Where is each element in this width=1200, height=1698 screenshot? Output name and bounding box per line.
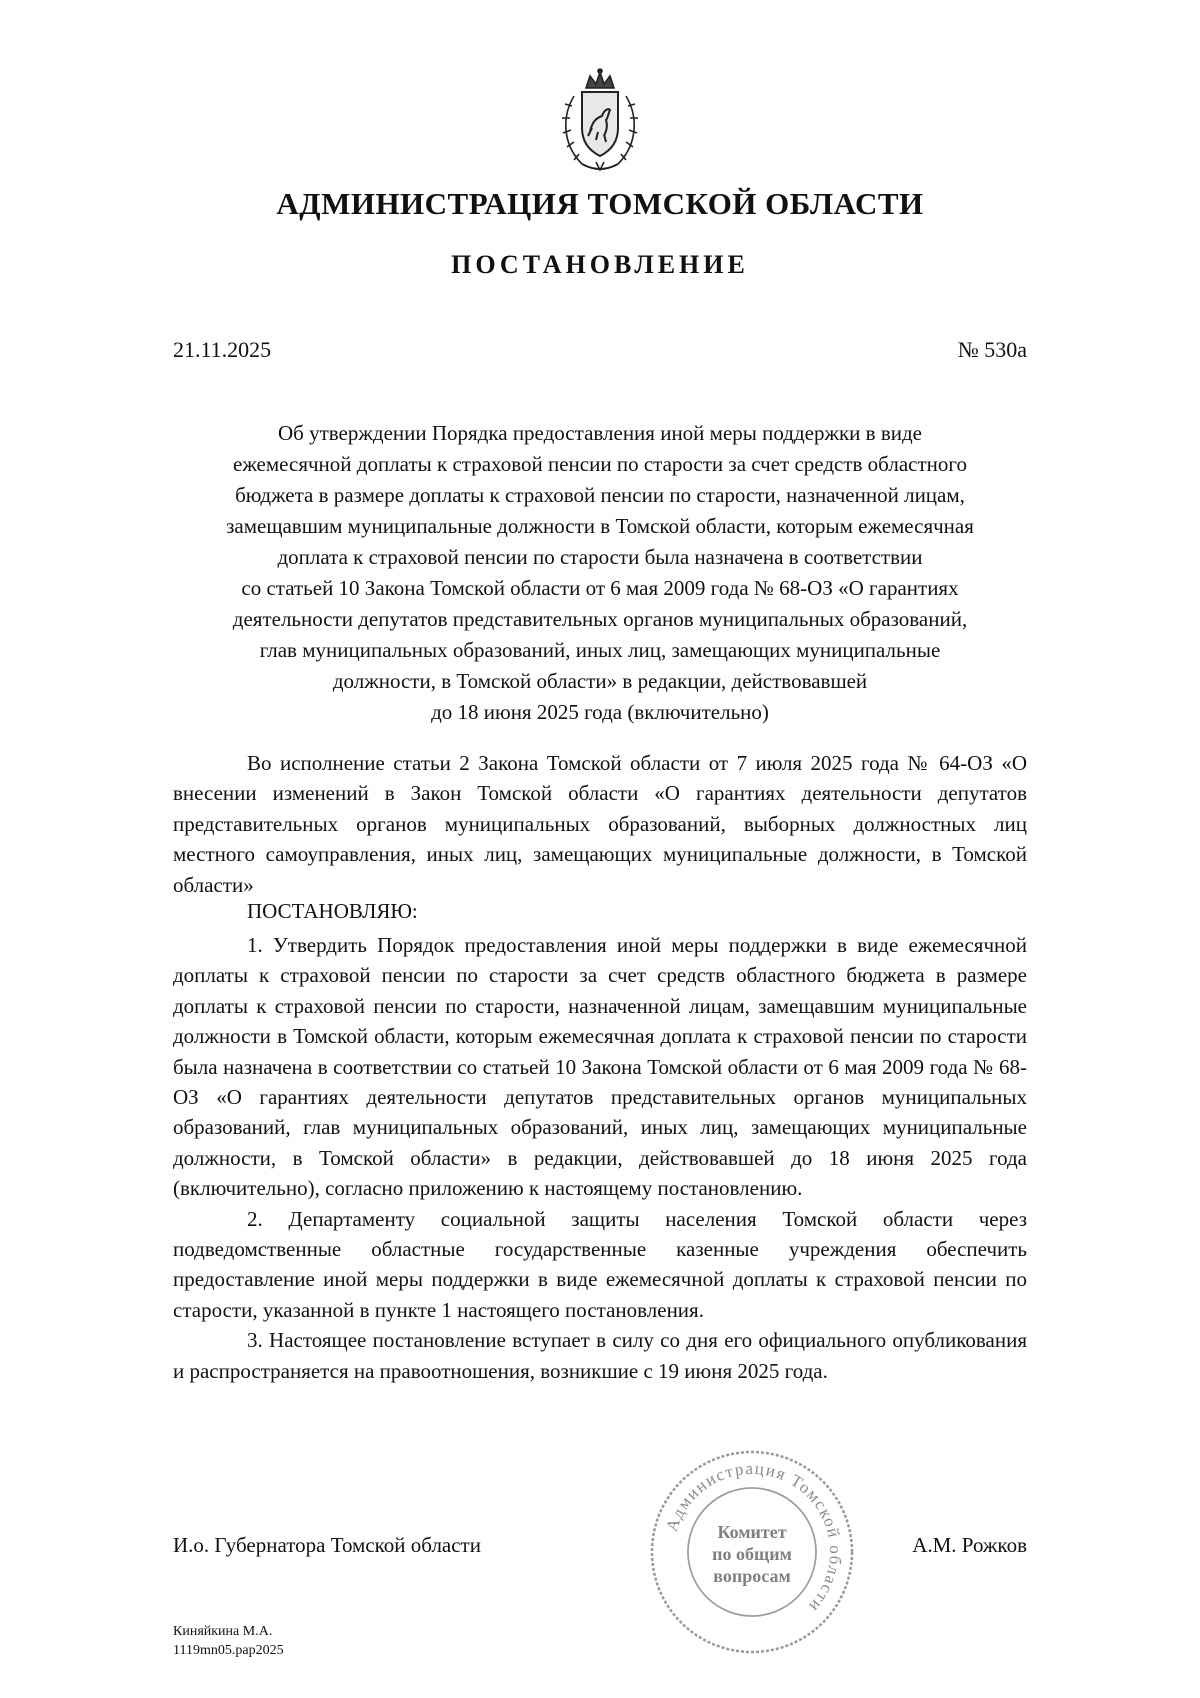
signatory-title: И.о. Губернатора Томской области — [173, 1533, 481, 1557]
executor-name: Киняйкина М.А. — [173, 1624, 273, 1639]
organization-name: АДМИНИСТРАЦИЯ ТОМСКОЙ ОБЛАСТИ — [276, 186, 924, 221]
signatory-name: А.М. Рожков — [912, 1533, 1027, 1557]
title-line: ежемесячной доплаты к страховой пенсии по старости за счет средств областного — [233, 452, 967, 476]
stamp-ring-text: Администрация Томской области — [661, 1458, 846, 1617]
title-line: должности, в Томской области» в редакции, действовавшей — [332, 669, 868, 693]
title-line: Об утверждении Порядка предоставления иной меры поддержки в виде — [277, 421, 922, 445]
document-number: № 530а — [957, 337, 1027, 362]
title-line: замещавшим муниципальные должности в Томской области, которым ежемесячная — [226, 514, 974, 538]
document-date: 21.11.2025 — [173, 337, 272, 362]
decree-item-1: 1. Утвердить Порядок предоставления иной меры поддержки в виде ежемесячной доплаты к страховой пенсии по старости за счет средств областного бюджета в размере доплаты к страховой пенсии по старости, назначенной лицам, замещавшим муниципальные должности в Томской области, которым ежемесячная доплата к страховой пенсии по старости была назначена в соответствии со статьей 10 Закона Томской области от 6 мая 2009 года № 68-ОЗ «О гарантиях деятельности депутатов представительных органов муниципальных образований, глав муниципальных образований, иных лиц, замещающих муниципальные должности, в Томской области» в редакции, действовавшей до 18 июня 2025 года (включительно), согласно приложению к настоящему постановлению. — [173, 933, 1027, 1201]
preamble-block — [173, 748, 1027, 900]
document-type: ПОСТАНОВЛЕНИЕ — [451, 250, 749, 279]
title-line: глав муниципальных образований, иных лиц, замещающих муниципальные — [259, 638, 941, 662]
document-title — [173, 418, 1027, 728]
decree-item-2: 2. Департаменту социальной защиты населения Томской области через подведомственные областные государственные казенные учреждения обеспечить предоставление иной меры поддержки в виде ежемесячной доплаты к страховой пенсии по старости, указанной в пункте 1 настоящего постановления. — [173, 1206, 1027, 1322]
stamp-center-line: вопросам — [713, 1566, 791, 1586]
decree-items — [173, 930, 1027, 1386]
title-line: бюджета в размере доплаты к страховой пенсии по старости, назначенной лицам, — [235, 483, 965, 507]
stamp-center-line: по общим — [712, 1544, 792, 1564]
file-code: 1119mn05.pap2025 — [173, 1643, 284, 1658]
title-line: до 18 июня 2025 года (включительно) — [431, 700, 769, 724]
preamble-paragraph: Во исполнение статьи 2 Закона Томской области от 7 июля 2025 года № 64-ОЗ «О внесении изменений в Закон Томской области «О гарантиях деятельности депутатов представительных органов муниципальных образований, выборных должностных лиц местного самоуправления, иных лиц, замещающих муниципальные должности, в Томской области» — [173, 751, 1027, 897]
title-line: деятельности депутатов представительных органов муниципальных образований, — [232, 607, 968, 631]
coat-of-arms-icon — [552, 66, 648, 178]
decree-item-3: 3. Настоящее постановление вступает в силу со дня его официального опубликования и распространяется на правоотношения, возникшие с 19 июня 2025 года. — [173, 1328, 1027, 1383]
official-stamp — [648, 1448, 856, 1656]
title-line: со статьей 10 Закона Томской области от 6 мая 2009 года № 68-ОЗ «О гарантиях — [241, 576, 959, 600]
title-line: доплата к страховой пенсии по старости была назначена в соответствии — [277, 545, 923, 569]
stamp-center-line: Комитет — [717, 1522, 787, 1542]
decree-word: ПОСТАНОВЛЯЮ: — [247, 899, 418, 923]
footer-block — [173, 1622, 284, 1660]
